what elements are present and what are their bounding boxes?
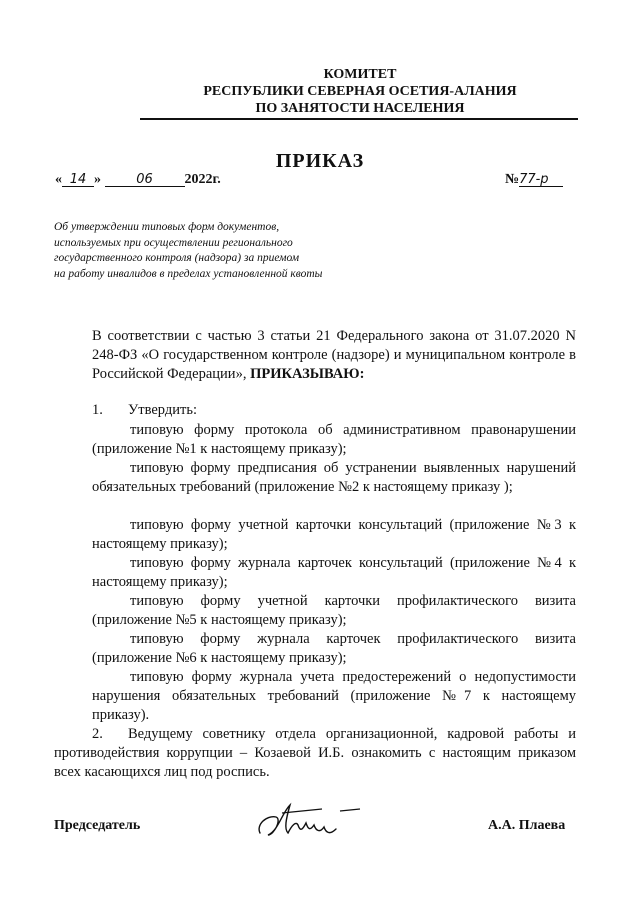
item-2-text: Ведущему советнику отдела организационной, кадровой работы и противодействия коррупции – Козаевой И.Б. ознакомить с настоящим приказом всех касающихся лиц под роспись. <box>54 726 576 780</box>
form-item: типовую форму журнала карточек профилактического визита (приложение №6 к настоящему приказу); <box>92 631 576 666</box>
date-day: 14 <box>62 173 94 187</box>
item-2 <box>54 725 576 782</box>
document-header <box>140 66 580 117</box>
item-1-title: Утвердить: <box>128 402 197 418</box>
subject-line-2: используемых при осуществлении регионального <box>54 236 293 249</box>
order-subject <box>54 220 384 282</box>
signatory-position: Председатель <box>54 818 141 833</box>
form-item: типовую форму учетной карточки профилактического визита (приложение №5 к настоящему приказу); <box>92 593 576 628</box>
item-1-number: 1. <box>92 402 103 418</box>
form-item: типовую форму журнала учета предостережений о недопустимости нарушения обязательных требований (приложение №7 к настоящему приказу). <box>92 669 576 723</box>
signature-image <box>252 795 372 845</box>
number-value: 77-р <box>519 173 563 187</box>
preamble-text: В соответствии с частью 3 статьи 21 Федерального закона от 31.07.2020 N 248-ФЗ «О государственном контроле (надзоре) и муниципальном контроле в Российской Федерации», <box>92 328 576 382</box>
date-close-quote: » <box>94 172 101 187</box>
preamble-emphasis: ПРИКАЗЫВАЮ: <box>250 366 365 382</box>
order-date <box>55 172 221 188</box>
subject-line-4: на работу инвалидов в пределах установленной квоты <box>54 267 323 280</box>
form-item: типовую форму протокола об административном правонарушении (приложение №1 к настоящему приказу); <box>92 422 576 457</box>
date-year: 2022г. <box>184 172 221 187</box>
header-divider <box>140 118 578 120</box>
header-line-3: ПО ЗАНЯТОСТИ НАСЕЛЕНИЯ <box>255 101 465 116</box>
header-line-1: КОМИТЕТ <box>323 67 397 82</box>
form-item: типовую форму предписания об устранении выявленных нарушений обязательных требований (приложение №2 к настоящему приказу ); <box>92 460 576 495</box>
subject-line-3: государственного контроля (надзора) за приемом <box>54 252 300 264</box>
signatory-name: А.А. Плаева <box>488 818 566 833</box>
subject-line-1: Об утверждении типовых форм документов, <box>54 221 280 233</box>
form-item: типовую форму учетной карточки консультаций (приложение №3 к настоящему приказу); <box>92 517 576 552</box>
date-month: 06 <box>105 173 185 187</box>
date-open-quote: « <box>55 172 62 187</box>
item-2-number: 2. <box>92 726 103 742</box>
number-prefix: № <box>505 172 520 187</box>
header-line-2: РЕСПУБЛИКИ СЕВЕРНАЯ ОСЕТИЯ-АЛАНИЯ <box>203 84 517 99</box>
form-item: типовую форму журнала карточек консультаций (приложение №4 к настоящему приказу); <box>92 555 576 590</box>
order-title: ПРИКАЗ <box>275 150 365 172</box>
preamble <box>92 327 576 384</box>
order-number <box>505 172 563 188</box>
